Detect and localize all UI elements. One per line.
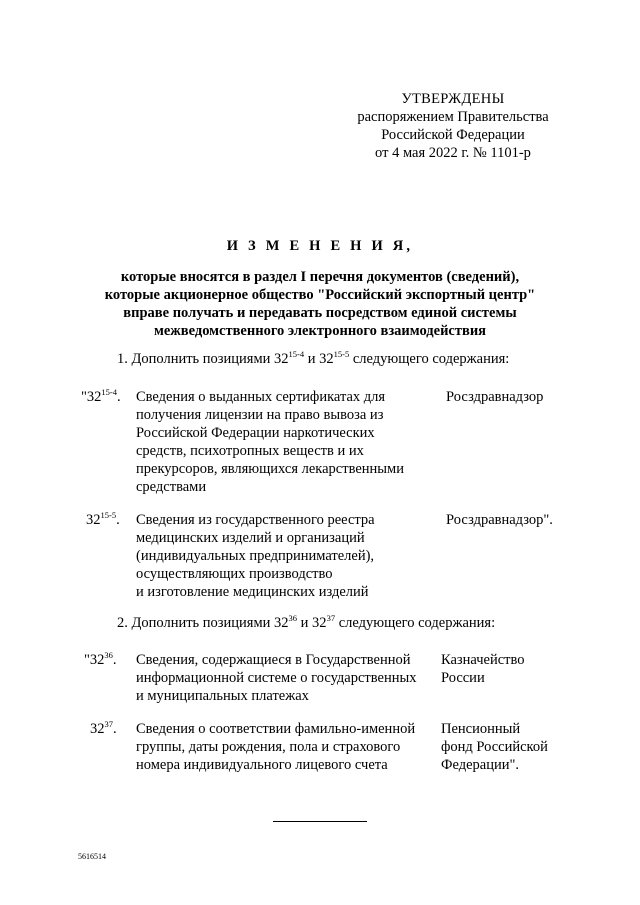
entry-number: 32$^{15-5}$. — [86, 510, 120, 528]
approval-title: УТВЕРЖДЕНЫ — [401, 91, 505, 107]
entry-number: $32^{37}$. — [90, 719, 117, 737]
entry-description: Сведения из государственного реестра медицинских изделий и организаций (индивидуальных предпринимателей), осуществляющих производство и изготовление медицинских изделий — [136, 512, 375, 600]
heading-title: И З М Е Н Е Н И Я, — [226, 238, 414, 254]
entry-description: Сведения о соответствии фамильно-именной группы, даты рождения, пола и страхового номера индивидуального лицевого счета — [136, 721, 416, 773]
approval-line-1: распоряжением Правительства — [357, 109, 549, 125]
entry-organization: Росздравнадзор". — [446, 512, 553, 528]
entry-description: Сведения о выданных сертификатах для получения лицензии на право вывоза из Российской Федерации наркотических средств, психотропных веществ и их прекурсоров, являющихся лекарственными средствами — [136, 389, 404, 495]
heading-line-3: вправе получать и передавать посредством единой системы — [123, 305, 517, 321]
entry-number: "32$^{15-4}$. — [81, 387, 121, 405]
separator-line — [273, 821, 367, 822]
entry-number: "$32^{36}$. — [84, 650, 117, 668]
heading-line-1: которые вносятся в раздел I перечня документов (сведений), — [120, 269, 520, 285]
entry-organization: Пенсионный фонд Российской Федерации". — [441, 721, 548, 773]
document-heading — [0, 237, 640, 340]
approval-line-3: от 4 мая 2022 г. № 1101-р — [375, 145, 531, 161]
section-2-intro: 2. Дополнить позициями $32^{36}$ и $32^{37}$ следующего содержания: — [117, 613, 496, 631]
approval-block — [340, 90, 566, 162]
entry-description: Сведения, содержащиеся в Государственной информационной системе о государственных и муниципальных платежах — [136, 652, 417, 704]
section-1-intro: 1. Дополнить позициями 32$^{15-4}$ и 32$^{15-5}$ следующего содержания: — [117, 349, 510, 367]
heading-line-4: межведомственного электронного взаимодействия — [153, 323, 487, 339]
heading-line-2: которые акционерное общество "Российский экспортный центр" — [104, 287, 536, 303]
entry-organization: Казначейство России — [441, 652, 525, 686]
document-id: 5616514 — [78, 852, 106, 861]
approval-line-2: Российской Федерации — [381, 127, 525, 143]
entry-organization: Росздравнадзор — [446, 389, 544, 405]
